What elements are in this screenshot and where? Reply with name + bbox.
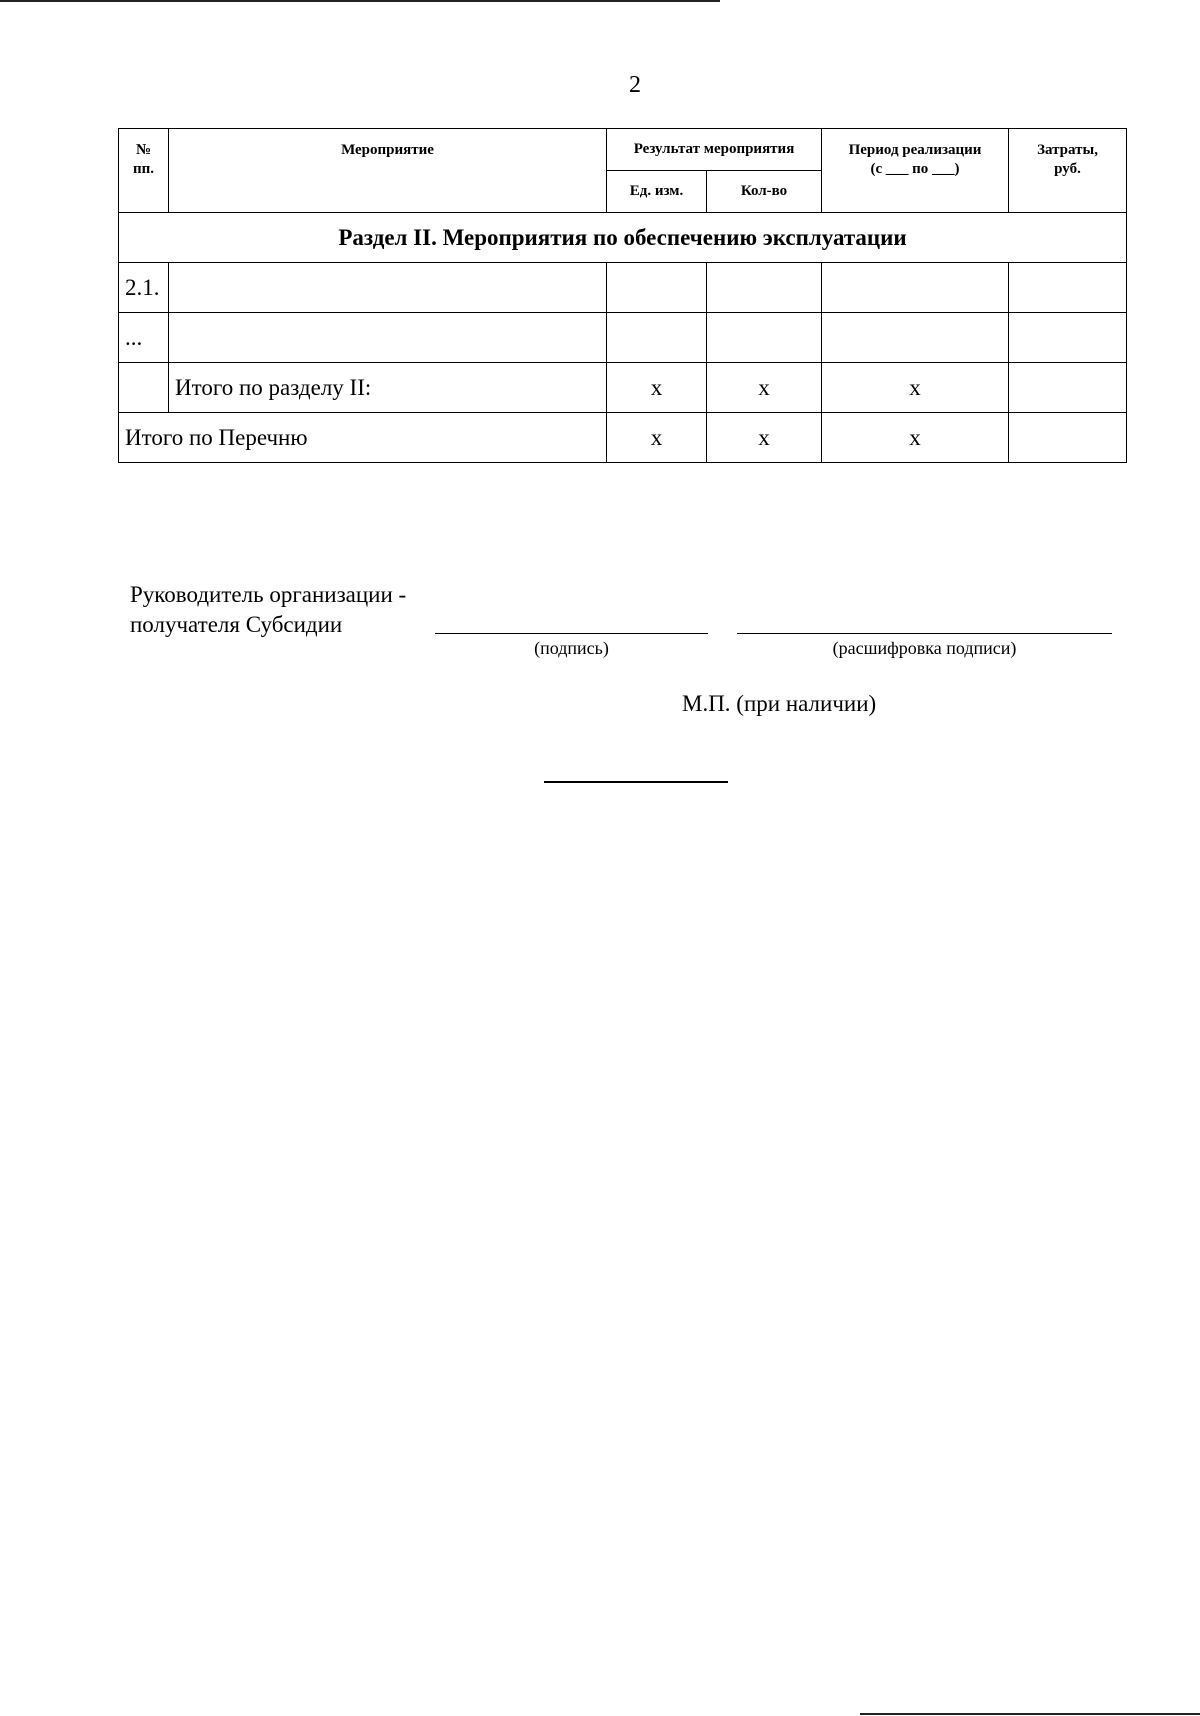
grand-total-row [119, 413, 1127, 463]
header-result: Результат мероприятия [607, 129, 822, 171]
row-cost [1009, 263, 1127, 313]
table-row [119, 313, 1127, 363]
grand-total-cost [1009, 413, 1127, 463]
table-header-row [119, 129, 1127, 171]
signature-caption: (подпись) [534, 638, 609, 658]
grand-total-label: Итого по Перечню [119, 413, 607, 463]
section-title: Раздел II. Мероприятия по обеспечению эксплуатации [119, 213, 1127, 263]
signatory-role-line1: Руководитель организации - [130, 582, 407, 607]
row-unit [607, 313, 707, 363]
section-total-row [119, 363, 1127, 413]
header-cost: Затраты, руб. [1009, 129, 1127, 213]
signature-decoding-line [737, 633, 1112, 634]
section-total-empty-cell [119, 363, 169, 413]
signatory-role [130, 580, 406, 640]
section-total-unit: x [607, 363, 707, 413]
row-cost [1009, 313, 1127, 363]
header-period: Период реализации (с ___ по ___) [822, 129, 1009, 213]
section-total-period: x [822, 363, 1009, 413]
section-total-label: Итого по разделу II: [169, 363, 607, 413]
row-period [822, 263, 1009, 313]
grand-total-period: x [822, 413, 1009, 463]
row-event [169, 313, 607, 363]
signature-line [435, 633, 708, 634]
row-event [169, 263, 607, 313]
header-number: № пп. [119, 129, 169, 213]
header-unit: Ед. изм. [607, 171, 707, 213]
row-qty [707, 263, 822, 313]
header-event: Мероприятие [169, 129, 607, 213]
header-qty: Кол-во [707, 171, 822, 213]
stamp-place: М.П. (при наличии) [682, 691, 877, 716]
grand-total-qty: x [707, 413, 822, 463]
row-number: ... [119, 313, 169, 363]
top-border-rule [0, 0, 720, 2]
events-table [118, 128, 1127, 463]
signature-decoding-caption: (расшифровка подписи) [832, 638, 1017, 658]
row-qty [707, 313, 822, 363]
row-period [822, 313, 1009, 363]
document-end-rule [544, 781, 728, 783]
grand-total-unit: x [607, 413, 707, 463]
page-number: 2 [629, 72, 641, 98]
row-number: 2.1. [119, 263, 169, 313]
bottom-border-rule [860, 1713, 1200, 1715]
signatory-role-line2: получателя Субсидии [130, 612, 343, 637]
section-total-qty: x [707, 363, 822, 413]
table-row [119, 263, 1127, 313]
section-title-row [119, 213, 1127, 263]
section-total-cost [1009, 363, 1127, 413]
row-unit [607, 263, 707, 313]
